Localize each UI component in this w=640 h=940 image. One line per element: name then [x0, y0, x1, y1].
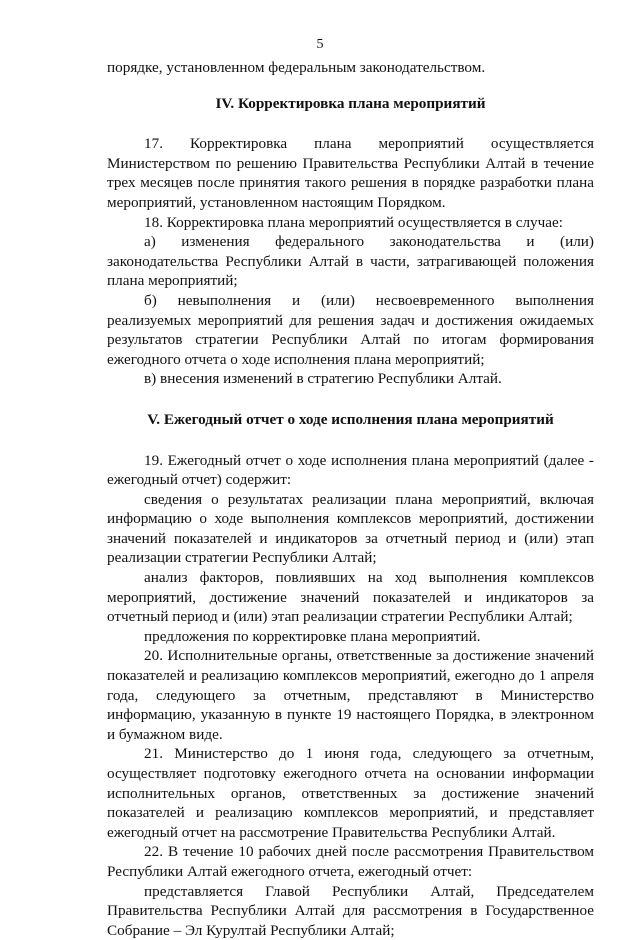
paragraph-20: 20. Исполнительные органы, ответственные за достижение значений показателей и реализацию комплексов мероприятий, ежегодно до 1 апреля года, следующего за отчетным, представляют в Министерство информацию, указанную в пункте 19 настоящего Порядка, в электронном и бумажном виде.: [107, 647, 594, 743]
paragraph-22: 22. В течение 10 рабочих дней после рассмотрения Правительством Республики Алтай ежегодного отчета, ежегодный отчет:: [107, 843, 594, 880]
paragraph-19: 19. Ежегодный отчет о ходе исполнения плана мероприятий (далее - ежегодный отчет) содержит:: [107, 451, 594, 489]
paragraph-19c: предложения по корректировке плана мероприятий.: [144, 627, 481, 645]
paragraph-continuation: порядке, установленном федеральным законодательством.: [107, 59, 486, 76]
page-number: 5: [316, 37, 324, 52]
paragraph-18c: в) внесения изменений в стратегию Республики Алтай.: [144, 370, 502, 388]
paragraph-18b: б) невыполнения и (или) несвоевременного выполнения реализуемых мероприятий для решения задач и достижения ожидаемых результатов стратегии Республики Алтай по итогам формирования ежегодного отчета о ходе исполнения плана мероприятий;: [107, 291, 594, 368]
paragraph-22a: представляется Главой Республики Алтай, Председателем Правительства Республики Алтай для рассмотрения в Государственное Собрание – Эл Курултай Республики Алтай;: [107, 882, 594, 939]
section-heading-iv: IV. Корректировка плана мероприятий: [215, 94, 486, 112]
section-heading-v: V. Ежегодный отчет о ходе исполнения плана мероприятий: [147, 410, 554, 428]
paragraph-17: 17. Корректировка плана мероприятий осуществляется Министерством по решению Правительства Республики Алтай в течение трех месяцев после принятия такого решения в порядке разработки плана мероприятий, установленном настоящим Порядком.: [107, 135, 594, 211]
paragraph-18: 18. Корректировка плана мероприятий осуществляется в случае:: [144, 213, 563, 231]
paragraph-19a: сведения о результатах реализации плана мероприятий, включая информацию о ходе выполнения комплексов мероприятий, достижении значений показателей и индикаторов за отчетный период и (или) этап реализации стратегии Республики Алтай;: [107, 490, 594, 567]
paragraph-19b: анализ факторов, повлиявших на ход выполнения комплексов мероприятий, достижение значений показателей и индикаторов за отчетный период и (или) этап реализации стратегии Республики Алтай;: [107, 569, 594, 626]
paragraph-18a: а) изменения федерального законодательства и (или) законодательства Республики Алтай в части, затрагивающей положения плана мероприятий;: [107, 233, 594, 290]
paragraph-21: 21. Министерство до 1 июня года, следующего за отчетным, осуществляет подготовку ежегодного отчета на основании информации исполнительных органов, ответственных за достижение значений показателей и реализацию комплексов мероприятий, и представляет ежегодный отчет на рассмотрение Правительства Республики Алтай.: [107, 745, 594, 841]
document-body: [107, 58, 594, 940]
